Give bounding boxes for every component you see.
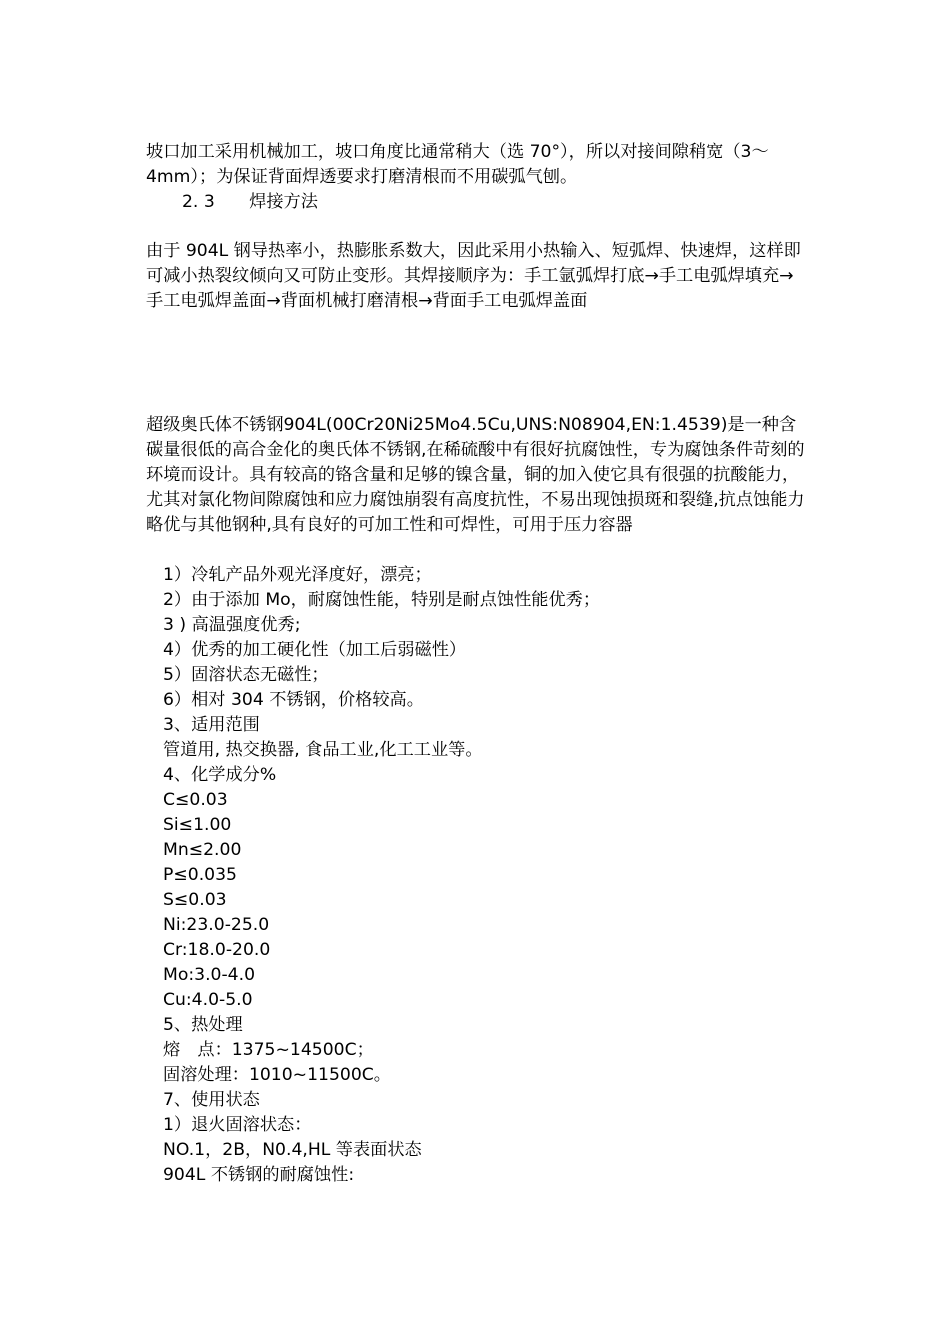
intro-paragraph: 超级奥氏体不锈钢904L(00Cr20Ni25Mo4.5Cu,UNS:N08904,EN:1.4539)是一种含碳量很低的高合金化的奥氏体不锈钢,在稀硫酸中有很好抗腐蚀性，专为腐蚀条件苛刻的环境而设计。具有较高的铬含量和足够的镍含量，铜的加入使它具有很强的抗酸能力，尤其对氯化物间隙腐蚀和应力腐蚀崩裂有高度抗性，不易出现蚀损斑和裂缝,抗点蚀能力略优与其他钢种,具有良好的可加工性和可焊性，可用于压力容器 xyxy=(146,415,805,535)
composition-item: Cu:4.0-5.0 xyxy=(163,990,253,1010)
composition-item: Mn≤2.00 xyxy=(163,840,242,860)
welding-method-paragraph: 由于 904L 钢导热率小，热膨胀系数大，因此采用小热输入、短弧焊、快速焊，这样即可减小热裂纹倾向又可防止变形。其焊接顺序为：手工氩弧焊打底→手工电弧焊填充→手工电弧焊盖面→背面机械打磨清根→背面手工电弧焊盖面 xyxy=(146,241,801,311)
surface-states: NO.1，2B，N0.4,HL 等表面状态 xyxy=(163,1140,422,1160)
melting-point: 熔 点：1375~14500C； xyxy=(163,1040,374,1060)
groove-paragraph: 坡口加工采用机械加工，坡口角度比通常稍大（选 70°），所以对接间隙稍宽（3～4mm）；为保证背面焊透要求打磨清根而不用碳弧气刨。 xyxy=(146,142,769,187)
composition-item: P≤0.035 xyxy=(163,865,237,885)
feature-item: 1）冷轧产品外观光泽度好，漂亮； xyxy=(163,565,432,585)
composition-heading: 4、化学成分% xyxy=(163,765,277,785)
usage-item: 1）退火固溶状态： xyxy=(163,1115,312,1135)
scope-heading: 3、适用范围 xyxy=(163,715,260,735)
section-2-3-heading: 2. 3 焊接方法 xyxy=(182,192,318,212)
composition-item: Ni:23.0-25.0 xyxy=(163,915,270,935)
composition-item: Mo:3.0-4.0 xyxy=(163,965,256,985)
composition-item: Si≤1.00 xyxy=(163,815,232,835)
solution-treatment: 固溶处理：1010~11500C。 xyxy=(163,1065,391,1085)
feature-item: 6）相对 304 不锈钢，价格较高。 xyxy=(163,690,424,710)
scope-text: 管道用, 热交换器, 食品工业,化工工业等。 xyxy=(163,740,483,760)
feature-item: 3 ) 高温强度优秀; xyxy=(163,615,301,635)
usage-heading: 7、使用状态 xyxy=(163,1090,260,1110)
feature-item: 2）由于添加 Mo，耐腐蚀性能，特别是耐点蚀性能优秀； xyxy=(163,590,601,610)
composition-item: C≤0.03 xyxy=(163,790,228,810)
corrosion-heading: 904L 不锈钢的耐腐蚀性: xyxy=(163,1165,355,1185)
composition-item: Cr:18.0-20.0 xyxy=(163,940,271,960)
heat-treatment-heading: 5、热处理 xyxy=(163,1015,243,1035)
composition-item: S≤0.03 xyxy=(163,890,227,910)
feature-item: 5）固溶状态无磁性； xyxy=(163,665,329,685)
feature-item: 4）优秀的加工硬化性（加工后弱磁性） xyxy=(163,640,467,660)
